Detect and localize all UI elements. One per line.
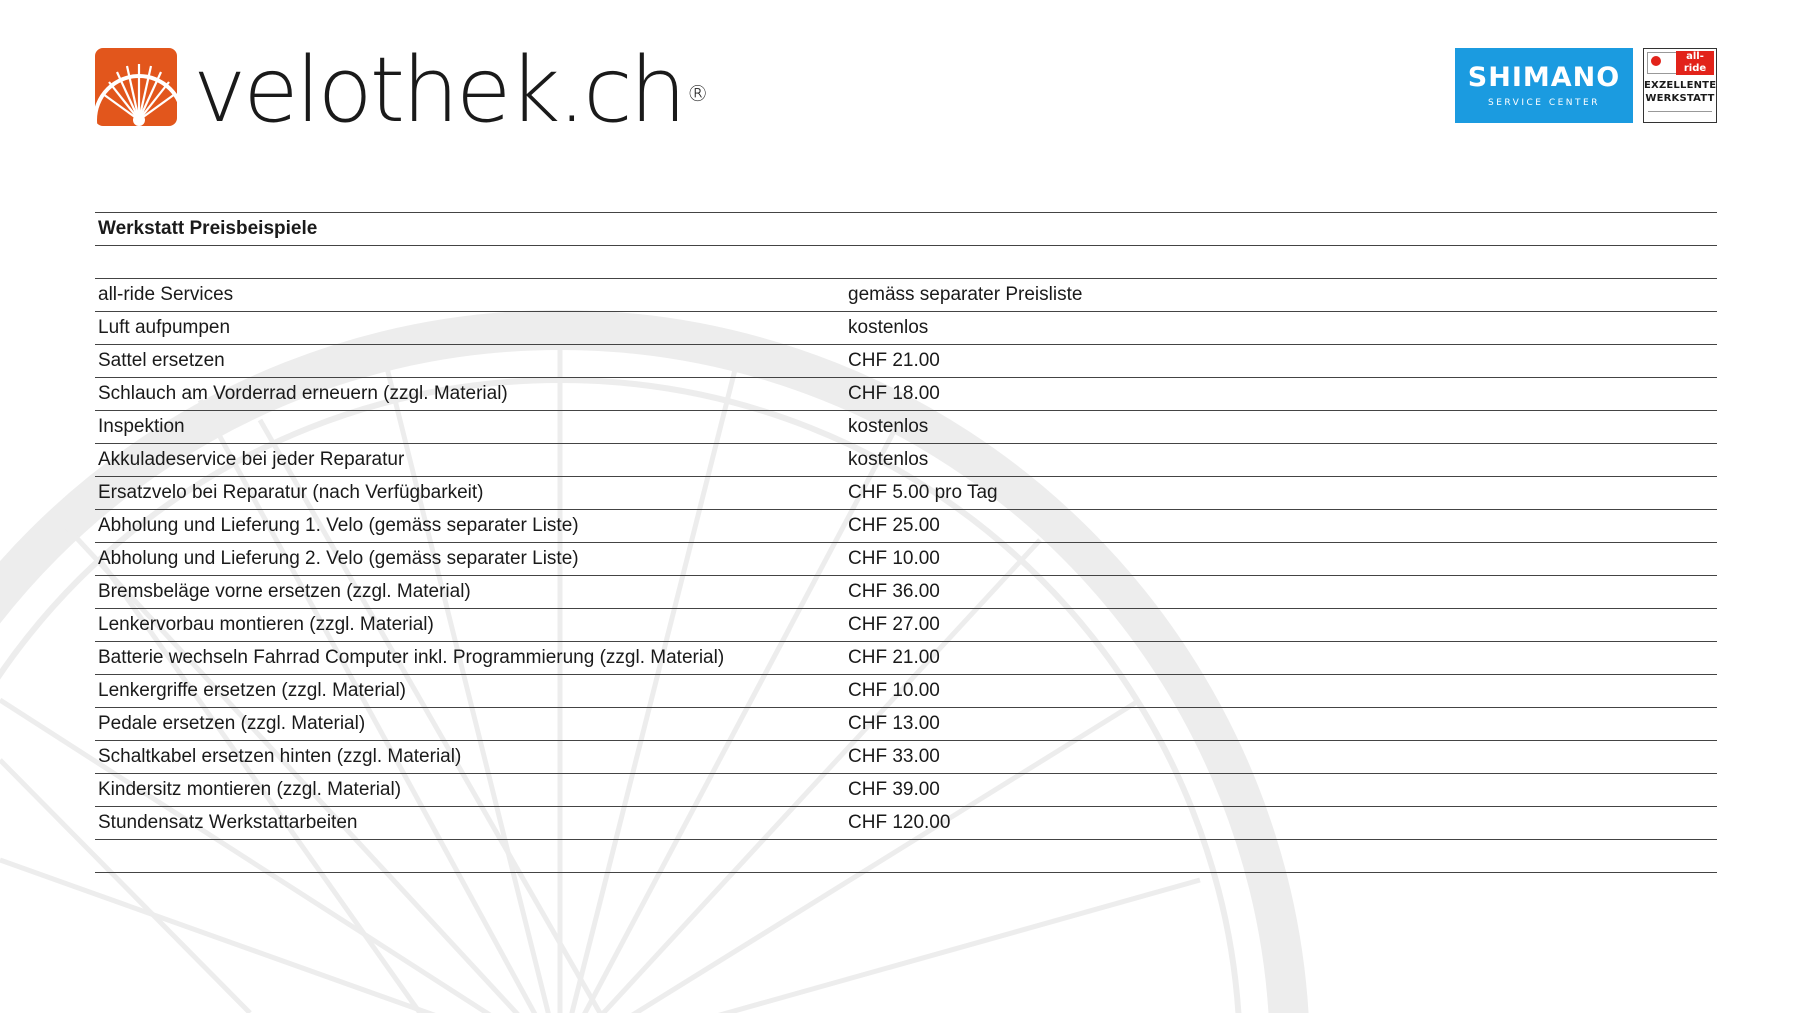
table-row bbox=[95, 740, 1717, 773]
brand-header bbox=[95, 38, 709, 143]
service-name: Kindersitz montieren (zzgl. Material) bbox=[98, 779, 402, 800]
shimano-subtitle: SERVICE CENTER bbox=[1488, 97, 1600, 108]
service-name: Stundensatz Werkstattarbeiten bbox=[98, 812, 358, 833]
service-price: CHF 10.00 bbox=[848, 680, 940, 701]
table-row bbox=[95, 278, 1717, 311]
service-name: Akkuladeservice bei jeder Reparatur bbox=[98, 449, 405, 470]
table-row bbox=[95, 707, 1717, 740]
table-row bbox=[95, 443, 1717, 476]
table-row bbox=[95, 542, 1717, 575]
table-row bbox=[95, 410, 1717, 443]
service-name: Abholung und Lieferung 1. Velo (gemäss separater Liste) bbox=[98, 515, 579, 536]
allride-flag: all-ride bbox=[1676, 51, 1714, 75]
service-price: CHF 21.00 bbox=[848, 647, 940, 668]
service-price: gemäss separater Preisliste bbox=[848, 284, 1083, 305]
registered-mark: ® bbox=[686, 82, 709, 107]
service-price: CHF 5.00 pro Tag bbox=[848, 482, 998, 503]
allride-seal-icon bbox=[1647, 52, 1677, 74]
service-price: CHF 120.00 bbox=[848, 812, 951, 833]
allride-line2: WERKSTATT bbox=[1645, 93, 1715, 104]
brand-name: velothek.ch bbox=[193, 38, 684, 143]
service-price: kostenlos bbox=[848, 449, 929, 470]
service-name: Lenkergriffe ersetzen (zzgl. Material) bbox=[98, 680, 406, 701]
allride-fineprint-icon bbox=[1648, 111, 1712, 118]
brand-wordmark bbox=[193, 38, 709, 143]
service-name: Lenkervorbau montieren (zzgl. Material) bbox=[98, 614, 434, 635]
service-name: Luft aufpumpen bbox=[98, 317, 231, 338]
service-price: CHF 33.00 bbox=[848, 746, 940, 767]
service-price: CHF 10.00 bbox=[848, 548, 940, 569]
table-row bbox=[95, 674, 1717, 707]
service-price: CHF 36.00 bbox=[848, 581, 940, 602]
service-price: CHF 39.00 bbox=[848, 779, 940, 800]
service-price: CHF 27.00 bbox=[848, 614, 940, 635]
price-table bbox=[95, 212, 1717, 873]
service-name: Abholung und Lieferung 2. Velo (gemäss separater Liste) bbox=[98, 548, 579, 569]
wheel-logo-icon bbox=[95, 48, 177, 126]
service-price: kostenlos bbox=[848, 317, 929, 338]
spacer-row bbox=[95, 839, 1717, 873]
service-price: CHF 25.00 bbox=[848, 515, 940, 536]
shimano-service-center-badge bbox=[1455, 48, 1633, 123]
service-price: CHF 18.00 bbox=[848, 383, 940, 404]
service-name: Bremsbeläge vorne ersetzen (zzgl. Material) bbox=[98, 581, 471, 602]
allride-badge bbox=[1643, 48, 1717, 123]
table-row bbox=[95, 344, 1717, 377]
table-row bbox=[95, 773, 1717, 806]
service-price: CHF 21.00 bbox=[848, 350, 940, 371]
table-title: Werkstatt Preisbeispiele bbox=[98, 218, 318, 239]
certification-badges bbox=[1455, 48, 1717, 123]
service-name: Pedale ersetzen (zzgl. Material) bbox=[98, 713, 366, 734]
service-name: Batterie wechseln Fahrrad Computer inkl. Programmierung (zzgl. Material) bbox=[98, 647, 725, 668]
service-name: Sattel ersetzen bbox=[98, 350, 225, 371]
table-title-row bbox=[95, 212, 1717, 245]
service-name: Schlauch am Vorderrad erneuern (zzgl. Material) bbox=[98, 383, 508, 404]
service-name: Inspektion bbox=[98, 416, 185, 437]
table-row bbox=[95, 641, 1717, 674]
table-row bbox=[95, 311, 1717, 344]
service-name: all-ride Services bbox=[98, 284, 234, 305]
service-price: kostenlos bbox=[848, 416, 929, 437]
table-row bbox=[95, 608, 1717, 641]
table-row bbox=[95, 509, 1717, 542]
service-price: CHF 13.00 bbox=[848, 713, 940, 734]
allride-line1: EXZELLENTE bbox=[1644, 80, 1717, 91]
table-row bbox=[95, 806, 1717, 839]
table-row bbox=[95, 377, 1717, 410]
service-name: Ersatzvelo bei Reparatur (nach Verfügbarkeit) bbox=[98, 482, 484, 503]
spacer-row bbox=[95, 245, 1717, 278]
shimano-name: SHIMANO bbox=[1467, 61, 1621, 93]
table-row bbox=[95, 575, 1717, 608]
allride-label bbox=[1644, 79, 1716, 105]
service-name: Schaltkabel ersetzen hinten (zzgl. Material) bbox=[98, 746, 462, 767]
table-row bbox=[95, 476, 1717, 509]
